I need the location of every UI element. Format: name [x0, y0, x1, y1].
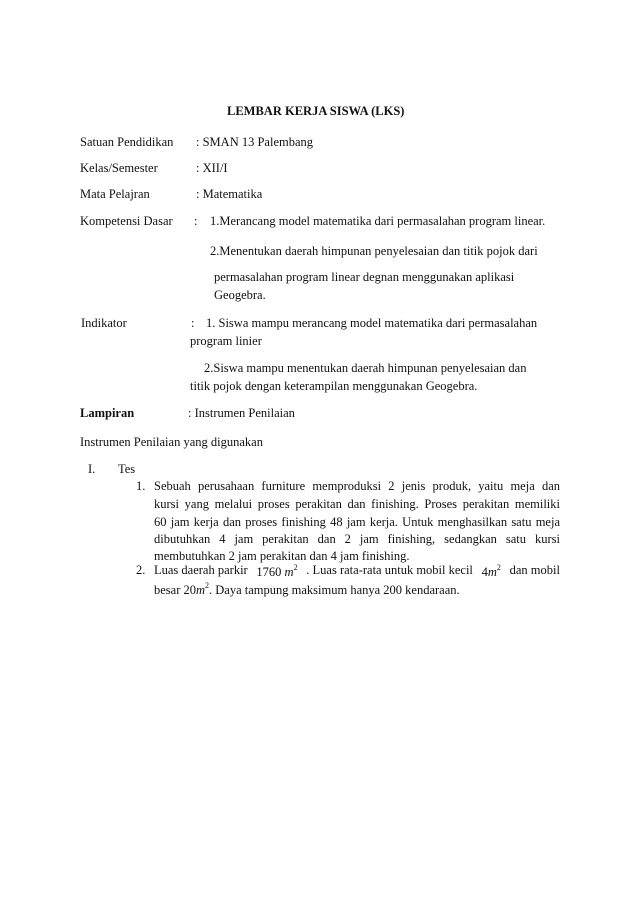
question-2-number: 2. — [136, 563, 146, 577]
kompetensi-label: Kompetensi Dasar — [80, 214, 173, 228]
info-value-mapel: : Matematika — [196, 187, 263, 201]
question-1-number: 1. — [136, 479, 146, 493]
question-2-area: 1760 $m^2$ — [256, 563, 298, 579]
kompetensi-colon: : — [194, 214, 198, 228]
info-value-satuan: : SMAN 13 Palembang — [196, 135, 314, 149]
kompetensi-line-3: permasalahan program linear degnan menggunakan aplikasi — [214, 270, 515, 284]
question-1-line-5: membutuhkan 2 jam perakitan dan 4 jam finishing. — [154, 549, 410, 563]
lampiran-label: Lampiran — [80, 406, 135, 420]
section-title: Tes — [118, 462, 136, 476]
question-2-line-1 — [154, 563, 560, 580]
info-label-mapel: Mata Pelajran — [80, 187, 150, 201]
question-2-text-a: Luas daerah parkir — [154, 563, 248, 577]
kompetensi-line-1: 1.Merancang model matematika dari permasalahan program linear. — [210, 214, 546, 228]
question-1-line-1: Sebuah perusahaan furniture memproduksi 2 jenis produk, yaitu meja dan — [154, 479, 560, 493]
question-1-line-3: 60 jam kerja dan proses finishing 48 jam kerja. Untuk menghasilkan satu meja — [154, 515, 560, 529]
info-label-satuan: Satuan Pendidikan — [80, 135, 174, 149]
question-2-line-2 — [154, 581, 460, 598]
kompetensi-line-2: 2.Menentukan daerah himpunan penyelesaian dan titik pojok dari — [210, 244, 538, 258]
indikator-line-1: 1. Siswa mampu merancang model matematika dari permasalahan — [206, 316, 538, 330]
question-2-text-e: . Daya tampung maksimum hanya 200 kendaraan. — [209, 583, 460, 597]
indikator-label: Indikator — [81, 316, 127, 330]
section-numeral: I. — [88, 462, 96, 476]
instrumen-heading: Instrumen Penilaian yang digunakan — [80, 435, 263, 449]
info-label-kelas: Kelas/Semester — [80, 161, 158, 175]
question-1-line-4: dibutuhkan 4 jam perakitan dan 2 jam finishing, sedangkan satu kursi — [154, 532, 560, 546]
question-1-line-2: kursi yang melalui proses perakitan dan finishing. Proses perakitan memiliki — [154, 497, 560, 511]
question-2-text-b: . Luas rata-rata untuk mobil kecil — [306, 563, 473, 577]
indikator-line-3: 2.Siswa mampu menentukan daerah himpunan penyelesaian dan — [204, 361, 527, 375]
indikator-line-4: titik pojok dengan keterampilan menggunakan Geogebra. — [190, 379, 478, 393]
question-2-text-d: besar — [154, 583, 181, 597]
lampiran-value: : Instrumen Penilaian — [188, 406, 295, 420]
info-value-kelas: : XII/I — [196, 161, 228, 175]
question-2-text-c: dan mobil — [509, 563, 560, 577]
question-2-large-car: $20m^2$ — [183, 581, 210, 597]
indikator-colon: : — [191, 316, 195, 330]
indikator-line-2: program linier — [190, 334, 262, 348]
question-2-small-car: $4m^2$ — [481, 563, 501, 579]
page-title: LEMBAR KERJA SISWA (LKS) — [227, 104, 405, 118]
kompetensi-line-4: Geogebra. — [214, 288, 266, 302]
